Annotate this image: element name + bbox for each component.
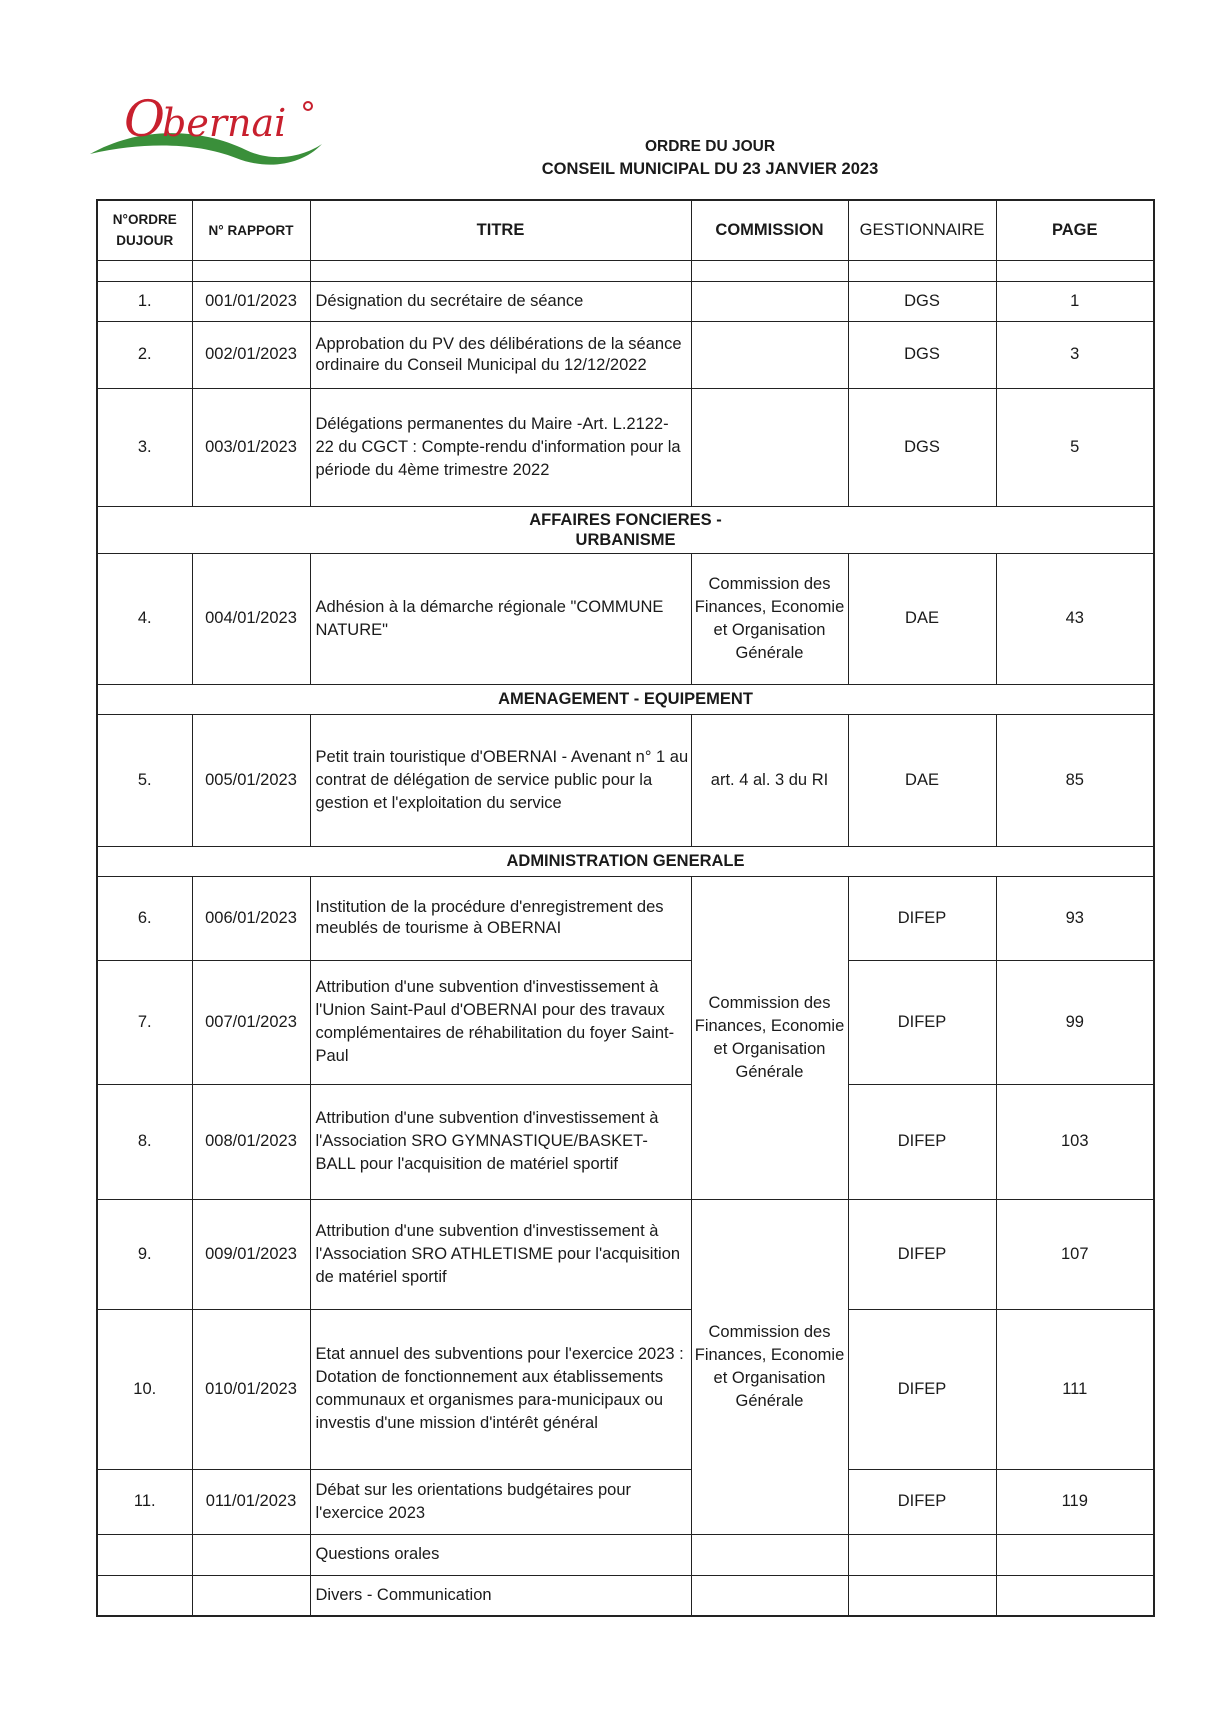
- header-ordre: N°ORDRE DUJOUR: [97, 200, 192, 260]
- row-ordre: 9.: [97, 1199, 192, 1309]
- agenda-table: [96, 199, 1155, 1617]
- header-gestionnaire: GESTIONNAIRE: [848, 200, 996, 260]
- header-rapport: N° RAPPORT: [192, 200, 310, 260]
- row-titre: Approbation du PV des délibérations de la séance ordinaire du Conseil Municipal du 12/12/2022: [310, 321, 691, 388]
- document-heading: [520, 136, 900, 180]
- row-page: 111: [996, 1309, 1154, 1469]
- row-gestionnaire: DGS: [848, 281, 996, 321]
- row-titre: Adhésion à la démarche régionale "COMMUNE NATURE": [310, 553, 691, 684]
- row-rapport: 002/01/2023: [192, 321, 310, 388]
- table-row: [97, 281, 1154, 321]
- row-commission: art. 4 al. 3 du RI: [691, 714, 848, 846]
- header-titre: TITRE: [310, 200, 691, 260]
- section-foncier: [97, 506, 1154, 553]
- row-ordre: 2.: [97, 321, 192, 388]
- row-ordre: 1.: [97, 281, 192, 321]
- heading-subtitle: CONSEIL MUNICIPAL DU 23 JANVIER 2023: [541, 160, 879, 178]
- row-page: 3: [996, 321, 1154, 388]
- header-commission: COMMISSION: [691, 200, 848, 260]
- table-row: [97, 1309, 1154, 1469]
- table-row: [97, 553, 1154, 684]
- row-commission: [691, 321, 848, 388]
- row-titre: Débat sur les orientations budgétaires pour l'exercice 2023: [310, 1469, 691, 1534]
- row-titre: Désignation du secrétaire de séance: [310, 281, 691, 321]
- row-rapport: 007/01/2023: [192, 960, 310, 1084]
- row-gestionnaire: DIFEP: [848, 1309, 996, 1469]
- header-page: PAGE: [996, 200, 1154, 260]
- heading-title: ORDRE DU JOUR: [644, 138, 776, 155]
- row-titre: Questions orales: [310, 1534, 691, 1575]
- section-administration: ADMINISTRATION GENERALE: [97, 846, 1154, 876]
- row-gestionnaire: DGS: [848, 321, 996, 388]
- table-row: [97, 960, 1154, 1084]
- row-titre: Petit train touristique d'OBERNAI - Avenant n° 1 au contrat de délégation de service public pour la gestion et l'exploitation du service: [310, 714, 691, 846]
- section-label: AFFAIRES FONCIERES - URBANISME: [529, 510, 722, 549]
- row-page: 5: [996, 388, 1154, 506]
- row-page: 119: [996, 1469, 1154, 1534]
- row-rapport: 008/01/2023: [192, 1084, 310, 1199]
- row-titre: Institution de la procédure d'enregistrement des meublés de tourisme à OBERNAI: [310, 876, 691, 960]
- table-row: [97, 388, 1154, 506]
- row-commission: [691, 281, 848, 321]
- table-row: [97, 1199, 1154, 1309]
- row-rapport: 010/01/2023: [192, 1309, 310, 1469]
- table-row: [97, 714, 1154, 846]
- svg-text:bernai: bernai: [162, 101, 287, 145]
- row-rapport: 004/01/2023: [192, 553, 310, 684]
- row-gestionnaire: DIFEP: [848, 1084, 996, 1199]
- row-commission-group: Commission des Finances, Economie et Organisation Générale: [691, 876, 848, 1199]
- row-rapport: 009/01/2023: [192, 1199, 310, 1309]
- table-row: [97, 876, 1154, 960]
- row-page: 1: [996, 281, 1154, 321]
- spacer-row: [97, 260, 1154, 281]
- section-amenagement: AMENAGEMENT - EQUIPEMENT: [97, 684, 1154, 714]
- table-row: [97, 1575, 1154, 1616]
- row-page: 43: [996, 553, 1154, 684]
- row-page: 99: [996, 960, 1154, 1084]
- row-gestionnaire: DIFEP: [848, 1199, 996, 1309]
- section-row: [97, 684, 1154, 714]
- row-ordre: 8.: [97, 1084, 192, 1199]
- row-titre: Attribution d'une subvention d'investissement à l'Association SRO GYMNASTIQUE/BASKET- BALL pour l'acquisition de matériel sportif: [310, 1084, 691, 1199]
- row-gestionnaire: DIFEP: [848, 960, 996, 1084]
- table-row: [97, 1534, 1154, 1575]
- row-rapport: 006/01/2023: [192, 876, 310, 960]
- row-page: 103: [996, 1084, 1154, 1199]
- row-rapport: 001/01/2023: [192, 281, 310, 321]
- table-row: [97, 321, 1154, 388]
- row-ordre: 10.: [97, 1309, 192, 1469]
- row-ordre: 5.: [97, 714, 192, 846]
- row-gestionnaire: DIFEP: [848, 1469, 996, 1534]
- row-page: 107: [996, 1199, 1154, 1309]
- row-commission-group: Commission des Finances, Economie et Organisation Générale: [691, 1199, 848, 1534]
- row-titre: Attribution d'une subvention d'investissement à l'Association SRO ATHLETISME pour l'acquisition de matériel sportif: [310, 1199, 691, 1309]
- row-ordre: 4.: [97, 553, 192, 684]
- row-gestionnaire: DGS: [848, 388, 996, 506]
- row-rapport: 005/01/2023: [192, 714, 310, 846]
- row-gestionnaire: DAE: [848, 714, 996, 846]
- row-page: 93: [996, 876, 1154, 960]
- table-row: [97, 1084, 1154, 1199]
- row-ordre: 11.: [97, 1469, 192, 1534]
- row-titre: Etat annuel des subventions pour l'exercice 2023 : Dotation de fonctionnement aux établissements communaux et organismes para-municipaux ou investis d'une mission d'intérêt général: [310, 1309, 691, 1469]
- row-gestionnaire: DIFEP: [848, 876, 996, 960]
- obernai-logo: [86, 92, 326, 172]
- row-ordre: 6.: [97, 876, 192, 960]
- row-page: 85: [996, 714, 1154, 846]
- row-titre: Délégations permanentes du Maire -Art. L.2122- 22 du CGCT : Compte-rendu d'information pour la période du 4ème trimestre 2022: [310, 388, 691, 506]
- svg-text:O: O: [124, 92, 165, 148]
- section-row: [97, 846, 1154, 876]
- table-header-row: [97, 200, 1154, 260]
- row-ordre: 7.: [97, 960, 192, 1084]
- row-commission: [691, 388, 848, 506]
- row-rapport: 011/01/2023: [192, 1469, 310, 1534]
- row-titre: Attribution d'une subvention d'investissement à l'Union Saint-Paul d'OBERNAI pour des travaux complémentaires de réhabilitation du foyer Saint- Paul: [310, 960, 691, 1084]
- row-titre: Divers - Communication: [310, 1575, 691, 1616]
- table-row: [97, 1469, 1154, 1534]
- row-commission: Commission des Finances, Economie et Organisation Générale: [691, 553, 848, 684]
- section-row: [97, 506, 1154, 553]
- row-rapport: 003/01/2023: [192, 388, 310, 506]
- row-gestionnaire: DAE: [848, 553, 996, 684]
- row-ordre: 3.: [97, 388, 192, 506]
